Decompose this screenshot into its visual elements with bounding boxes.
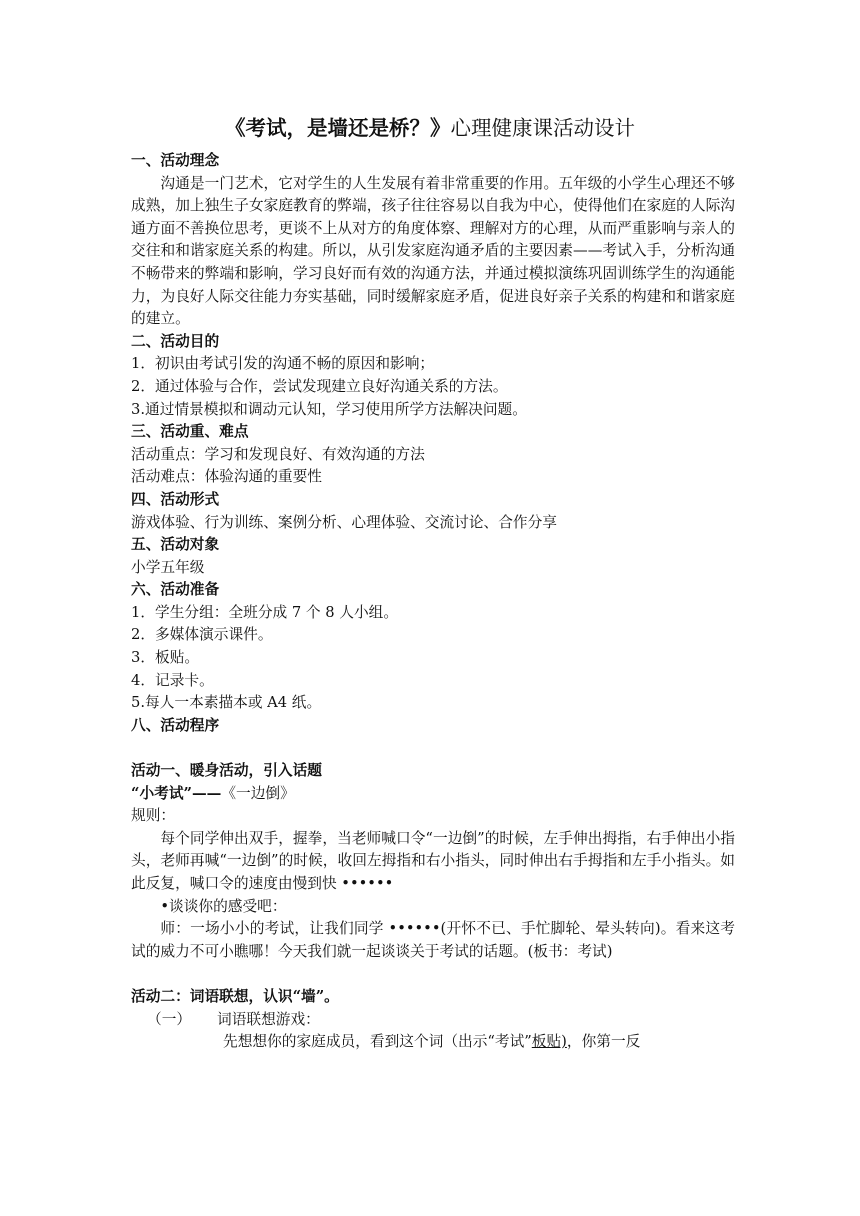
document-title bbox=[0, 114, 860, 142]
section-heading-3: 三、活动重、难点 bbox=[131, 423, 249, 441]
rules-paragraph: 每个同学伸出双手，握拳，当老师喊口令“一边倒”的时候，左手伸出拇指，右手伸出小指头，老师再喊“一边倒”的时候，收回左拇指和右小指头，同时伸出右手拇指和左手小指头。如此反复，喊口令的速度由慢到快 •••••• bbox=[131, 829, 735, 892]
game-title-rest: 《一边倒》 bbox=[221, 784, 295, 802]
paragraph-text-b: ，你第一反 bbox=[566, 1033, 641, 1051]
section-heading-5: 五、活动对象 bbox=[131, 536, 220, 554]
list-item: 4．记录卡。 bbox=[131, 671, 214, 689]
section-heading-8: 八、活动程序 bbox=[131, 716, 220, 734]
section-heading-4: 四、活动形式 bbox=[131, 490, 220, 508]
section-1-paragraph: 沟通是一门艺术，它对学生的人生发展有着非常重要的作用。五年级的小学生心理还不够成熟，加上独生子女家庭教育的弊端，孩子往往容易以自我为中心，使得他们在家庭的人际沟通方面不善换位思考，更谈不上从对方的角度体察、理解对方的心理，从而严重影响与亲人的交往和和谐家庭关系的构建。所以，从引发家庭沟通矛盾的主要因素——考试入手，分析沟通不畅带来的弊端和影响，学习良好而有效的沟通方法，并通过模拟演练巩固训练学生的沟通能力，为良好人际交往能力夯实基础，同时缓解家庭矛盾，促进良好亲子关系的构建和和谐家庭的建立。 bbox=[131, 174, 735, 328]
list-item: 活动难点：体验沟通的重要性 bbox=[131, 468, 322, 486]
list-item: 1．学生分组：全班分成 7 个 8 人小组。 bbox=[131, 603, 399, 621]
title-bold-part: 《考试，是墙还是桥？》 bbox=[225, 116, 451, 140]
activity-2-heading: 活动二：词语联想，认识“墙”。 bbox=[131, 987, 339, 1005]
board-sticker-text: 板贴) bbox=[531, 1033, 567, 1051]
paragraph-text-a: 先想想你的家庭成员，看到这个词（出示“考试” bbox=[223, 1033, 532, 1051]
list-item: 5.每人一本素描本或 A4 纸。 bbox=[131, 694, 322, 712]
list-item: 活动重点：学习和发现良好、有效沟通的方法 bbox=[131, 445, 425, 463]
list-item: 3．板贴。 bbox=[131, 649, 200, 667]
section-heading-2: 二、活动目的 bbox=[131, 332, 220, 350]
subsection-label: 词语联想游戏： bbox=[217, 1010, 320, 1028]
activity-1-heading: 活动一、暖身活动，引入话题 bbox=[131, 762, 322, 780]
section-heading-1: 一、活动理念 bbox=[131, 152, 220, 169]
feeling-prompt: •谈谈你的感受吧： bbox=[160, 897, 287, 915]
rules-label: 规则： bbox=[131, 807, 176, 825]
section-heading-6: 六、活动准备 bbox=[131, 581, 220, 599]
list-item: 2．通过体验与合作，尝试发现建立良好沟通关系的方法。 bbox=[131, 377, 508, 395]
list-item: 2．多媒体演示课件。 bbox=[131, 626, 273, 644]
activity-2-paragraph bbox=[131, 1031, 735, 1054]
activity-1-game-title bbox=[131, 783, 735, 806]
blank-line bbox=[131, 737, 735, 760]
teacher-paragraph: 师：一场小小的考试，让我们同学 ••••••(开怀不已、手忙脚轮、晕头转向)。看来这考试的威力不可小瞧哪！今天我们就一起谈谈关于考试的话题。(板书：考试) bbox=[131, 920, 735, 960]
document-body bbox=[131, 150, 735, 1054]
section-4-text: 游戏体验、行为训练、案例分析、心理体验、交流讨论、合作分享 bbox=[131, 513, 557, 531]
section-5-text: 小学五年级 bbox=[131, 558, 205, 576]
list-item: 3.通过情景模拟和调动元认知，学习使用所学方法解决问题。 bbox=[131, 400, 527, 418]
list-item: 1．初识由考试引发的沟通不畅的原因和影响； bbox=[131, 355, 435, 373]
game-title-bold: “小考试”—— bbox=[131, 784, 222, 802]
blank-line bbox=[131, 963, 735, 986]
title-rest: 心理健康课活动设计 bbox=[450, 116, 635, 140]
subsection-line bbox=[131, 1009, 735, 1032]
subsection-number: （一） bbox=[147, 1010, 192, 1028]
